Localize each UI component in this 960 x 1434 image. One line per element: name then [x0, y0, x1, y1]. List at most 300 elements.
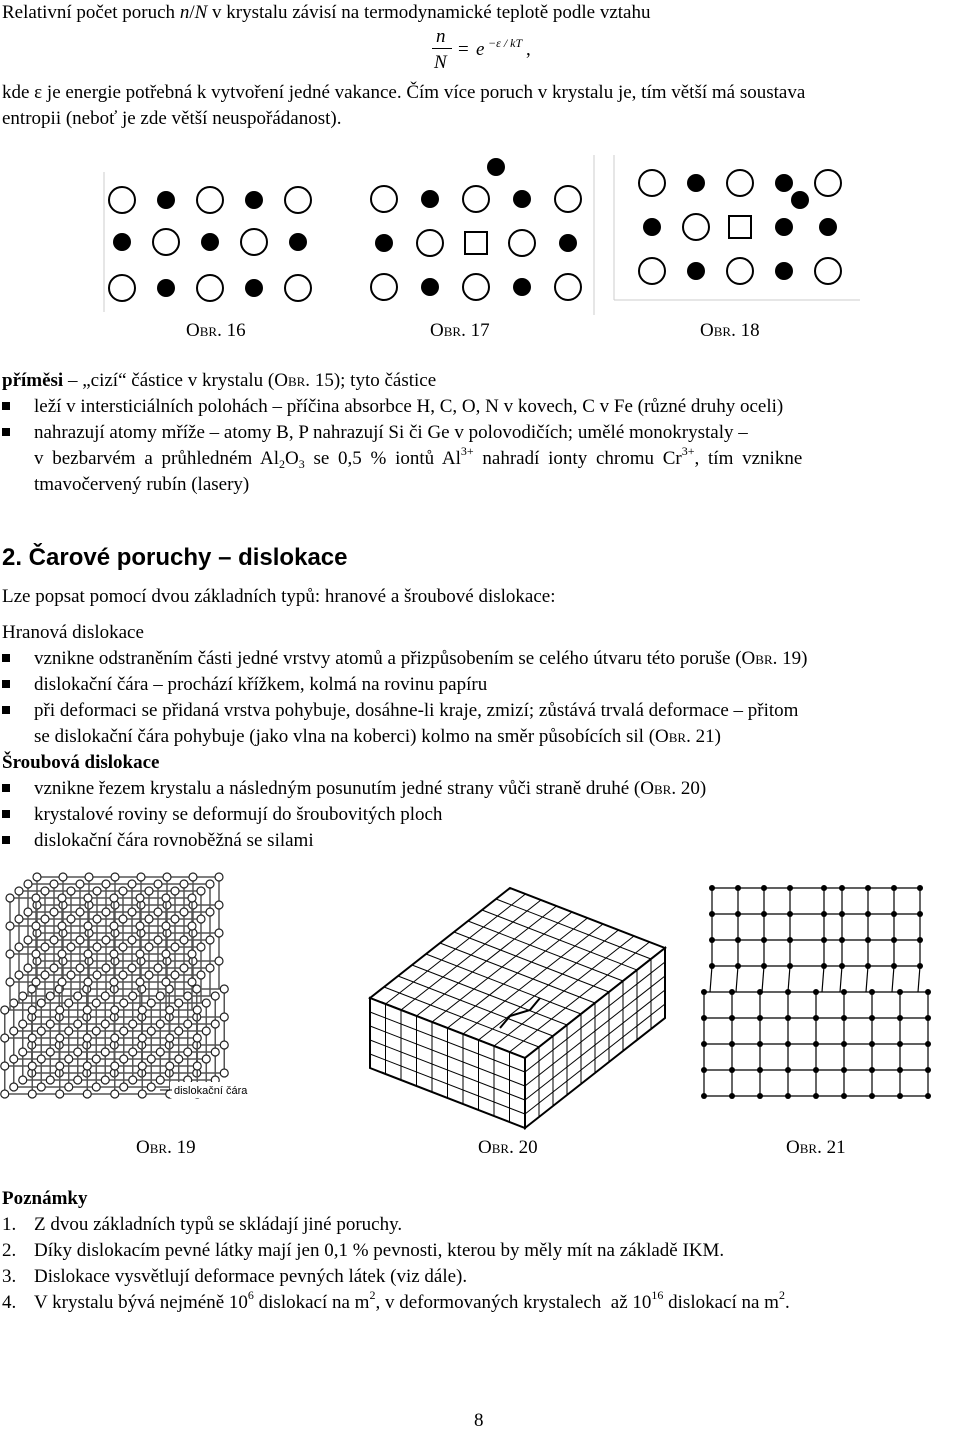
lattice-atom [50, 964, 58, 972]
lattice-atom [897, 1067, 903, 1073]
lattice-atom [220, 1013, 228, 1021]
lattice-atom [92, 1027, 100, 1035]
lattice-atom [19, 992, 27, 1000]
solid-atom [687, 262, 705, 280]
lattice-atom [76, 936, 84, 944]
solid-atom [245, 279, 263, 297]
lattice-atom [46, 1020, 54, 1028]
lattice-atom [188, 922, 196, 930]
lattice-atom [211, 992, 219, 1000]
lattice-atom [28, 1062, 36, 1070]
lattice-atom [37, 1055, 45, 1063]
lattice-atom [897, 1041, 903, 1047]
lattice-atom [1, 1006, 9, 1014]
lattice-atom [76, 880, 84, 888]
lattice-atom [206, 936, 214, 944]
bullet-icon [2, 810, 10, 818]
lattice-atom [67, 971, 75, 979]
lattice-atom [701, 1041, 707, 1047]
lattice-atom [50, 908, 58, 916]
lattice-atom [839, 911, 845, 917]
solid-atom [157, 279, 175, 297]
lattice-atom [891, 885, 897, 891]
section-2-heading: 2. Čarové poruchy – dislokace [2, 544, 348, 571]
lattice-atom [84, 950, 92, 958]
lattice-atom [102, 964, 110, 972]
lattice-atom [757, 989, 763, 995]
lattice-atom [839, 963, 845, 969]
figure-17-caption: Obr. 17 [430, 320, 490, 341]
lattice-atom [175, 1027, 183, 1035]
solid-atom [687, 174, 705, 192]
lattice-atom [56, 1090, 64, 1098]
lattice-atom [757, 1093, 763, 1099]
lattice-atom [188, 950, 196, 958]
hollow-atom [197, 187, 223, 213]
solid-atom [421, 278, 439, 296]
lattice-atom [120, 1055, 128, 1063]
lattice-atom [58, 950, 66, 958]
lattice-atom [891, 911, 897, 917]
lattice-atom [154, 880, 162, 888]
lattice-atom [869, 1041, 875, 1047]
lattice-atom [215, 957, 223, 965]
lattice-atom [166, 1006, 174, 1014]
lattice-atom [41, 943, 49, 951]
vacancy-square [729, 216, 751, 238]
lattice-bond [788, 966, 790, 992]
lattice-atom [67, 887, 75, 895]
lattice-atom [28, 1006, 36, 1014]
lattice-atom [162, 922, 170, 930]
lattice-atom [171, 915, 179, 923]
bullet-icon [2, 428, 10, 436]
lattice-atom [110, 922, 118, 930]
lattice-atom [1, 1034, 9, 1042]
lattice-atom [156, 1020, 164, 1028]
lattice-atom [865, 937, 871, 943]
lattice-atom [24, 908, 32, 916]
lattice-atom [171, 887, 179, 895]
lattice-bond [736, 966, 738, 992]
solid-atom [513, 278, 531, 296]
lattice-atom [761, 885, 767, 891]
note-3-number: 3. [2, 1266, 17, 1287]
lattice-atom [180, 964, 188, 972]
lattice-atom [785, 1041, 791, 1047]
note-4-text: V krystalu bývá nejméně $10^6$ dislokací na $m^2$, v deformovaných krystalech až $10^{16}$ dislokací na $m^2$. [34, 1288, 790, 1313]
lattice-atom [136, 894, 144, 902]
lattice-atom [74, 1048, 82, 1056]
hollow-atom [727, 258, 753, 284]
lattice-atom [50, 936, 58, 944]
bullet-icon [2, 836, 10, 844]
lattice-atom [813, 989, 819, 995]
lattice-atom [128, 936, 136, 944]
impurity-bullet-3: v bezbarvém a průhledném $Al_2O_3$ se 0,5 % iontů $Al^{3+}$ nahradí ionty chromu $Cr^{3+}$, tím vznikne [34, 444, 803, 471]
lattice-atom [821, 963, 827, 969]
screw-bullet-3: dislokační čára rovnoběžná se silami [34, 830, 314, 851]
lattice-atom [111, 873, 119, 881]
solid-atom [513, 190, 531, 208]
figure-20-caption: Obr. 20 [478, 1137, 538, 1158]
bullet-icon [2, 654, 10, 662]
lattice-atom [6, 978, 14, 986]
lattice-atom [211, 1048, 219, 1056]
lattice-atom [138, 1006, 146, 1014]
solid-atom [289, 233, 307, 251]
figure-19-caption: Obr. 19 [136, 1137, 196, 1158]
lattice-atom [821, 885, 827, 891]
lattice-atom [92, 1083, 100, 1091]
notes-title: Poznámky [2, 1188, 88, 1209]
lattice-atom [41, 915, 49, 923]
lattice-atom [120, 1083, 128, 1091]
lattice-atom [184, 992, 192, 1000]
hollow-atom [109, 187, 135, 213]
lattice-atom [917, 937, 923, 943]
lattice-atom [92, 999, 100, 1007]
lattice-atom [757, 1067, 763, 1073]
lattice-atom [171, 943, 179, 951]
screw-bullet-1: vznikne řezem krystalu a následným posunutím jedné strany vůči straně druhé (Obr. 20) [34, 778, 707, 799]
edge-bullet-3-cont: se dislokační čára pohybuje (jako vlna na koberci) kolmo na směr působících sil (Obr. 21) [34, 726, 721, 747]
lattice-atom [206, 880, 214, 888]
lattice-atom [163, 873, 171, 881]
lattice-atom [865, 911, 871, 917]
figure-21-caption: Obr. 21 [786, 1137, 846, 1158]
lattice-atom [813, 1041, 819, 1047]
lattice-atom [184, 1048, 192, 1056]
lattice-atom [925, 989, 931, 995]
lattice-atom [193, 1006, 201, 1014]
lattice-atom [10, 1083, 18, 1091]
lattice-atom [841, 1015, 847, 1021]
lattice-atom [156, 1048, 164, 1056]
solid-atom [775, 262, 793, 280]
lattice-atom [15, 943, 23, 951]
lattice-atom [74, 992, 82, 1000]
lattice-atom [757, 1041, 763, 1047]
hollow-atom [555, 186, 581, 212]
solid-atom [375, 234, 393, 252]
lattice-atom [839, 937, 845, 943]
lattice-atom [93, 943, 101, 951]
lattice-atom [729, 1015, 735, 1021]
lattice-atom [729, 989, 735, 995]
intro-line-3: entropii (neboť je zde větší neuspořádanost). [2, 108, 342, 129]
lattice-atom [37, 1083, 45, 1091]
hollow-atom [109, 275, 135, 301]
lattice-atom [735, 911, 741, 917]
bullet-icon [2, 402, 10, 410]
lattice-atom [787, 963, 793, 969]
lattice-atom [128, 964, 136, 972]
lattice-atom [129, 992, 137, 1000]
lattice-atom [101, 1048, 109, 1056]
edge-bullet-2: dislokační čára – prochází křížkem, kolmá na rovinu papíru [34, 674, 488, 695]
lattice-atom [701, 1015, 707, 1021]
lattice-atom [24, 964, 32, 972]
screw-bullet-2: krystalové roviny se deformují do šroubovitých ploch [34, 804, 443, 825]
lattice-bond [822, 966, 824, 992]
lattice-atom [839, 885, 845, 891]
figure-21-dislocation-motion [704, 878, 960, 1120]
impurity-bullet-3-cont: tmavočervený rubín (lasery) [34, 474, 250, 495]
lattice-atom [193, 1034, 201, 1042]
lattice-atom [1, 1062, 9, 1070]
lattice-atom [6, 950, 14, 958]
lattice-atom [197, 943, 205, 951]
lattice-atom [175, 1055, 183, 1063]
hollow-atom [285, 187, 311, 213]
lattice-atom [110, 978, 118, 986]
lattice-atom [102, 908, 110, 916]
lattice-bond [892, 966, 894, 992]
lattice-bond [762, 966, 764, 992]
lattice-atom [206, 964, 214, 972]
formula: n N = e −ε / kT , [434, 26, 531, 73]
figure-18-lattice [614, 155, 860, 303]
solid-atom [487, 158, 505, 176]
lattice-atom [925, 1041, 931, 1047]
lattice-atom [76, 964, 84, 972]
lattice-atom [166, 1062, 174, 1070]
lattice-atom [65, 1055, 73, 1063]
lattice-atom [119, 887, 127, 895]
lattice-atom [138, 1034, 146, 1042]
lattice-atom [24, 880, 32, 888]
lattice-atom [215, 929, 223, 937]
lattice-atom [220, 1069, 228, 1077]
lattice-atom [735, 963, 741, 969]
lattice-atom [119, 971, 127, 979]
note-1-number: 1. [2, 1214, 17, 1235]
lattice-bond [710, 966, 712, 992]
hollow-atom [639, 258, 665, 284]
lattice-atom [202, 1027, 210, 1035]
lattice-atom [93, 915, 101, 923]
lattice-atom [925, 1093, 931, 1099]
lattice-atom [128, 880, 136, 888]
lattice-atom [147, 1027, 155, 1035]
lattice-atom [145, 887, 153, 895]
lattice-atom [65, 1027, 73, 1035]
lattice-atom [211, 1020, 219, 1028]
lattice-atom [10, 999, 18, 1007]
hollow-atom [555, 274, 581, 300]
lattice-atom [111, 1006, 119, 1014]
lattice-atom [120, 999, 128, 1007]
vacancy-square [465, 232, 487, 254]
lattice-atom [58, 978, 66, 986]
lattice-atom [111, 1034, 119, 1042]
lattice-atom [147, 1055, 155, 1063]
lattice-atom [74, 1076, 82, 1084]
note-4-number: 4. [2, 1292, 17, 1313]
hollow-atom [815, 258, 841, 284]
lattice-atom [110, 950, 118, 958]
lattice-atom [813, 1015, 819, 1021]
lattice-atom [83, 1062, 91, 1070]
lattice-atom [180, 908, 188, 916]
lattice-atom [145, 915, 153, 923]
note-3-text: Dislokace vysvětlují deformace pevných látek (viz dále). [34, 1266, 468, 1287]
hollow-atom [285, 275, 311, 301]
lattice-atom [735, 937, 741, 943]
lattice-atom [787, 937, 793, 943]
lattice-atom [111, 1062, 119, 1070]
lattice-atom [156, 1076, 164, 1084]
lattice-atom [821, 911, 827, 917]
lattice-atom [180, 936, 188, 944]
lattice-atom [785, 1093, 791, 1099]
lattice-atom [189, 873, 197, 881]
lattice-atom [193, 1062, 201, 1070]
lattice-atom [897, 1015, 903, 1021]
lattice-atom [19, 1020, 27, 1028]
lattice-atom [136, 922, 144, 930]
intro-line-2: kde ε je energie potřebná k vytvoření jedné vakance. Čím více poruch v krystalu je, tím větší má soustava [2, 82, 806, 103]
figure-16-caption: Obr. 16 [186, 320, 246, 341]
lattice-atom [757, 1015, 763, 1021]
lattice-atom [56, 1006, 64, 1014]
figure-16-lattice [104, 172, 344, 312]
lattice-atom [184, 1020, 192, 1028]
lattice-atom [701, 989, 707, 995]
lattice-atom [6, 922, 14, 930]
lattice-atom [761, 937, 767, 943]
lattice-atom [206, 908, 214, 916]
lattice-atom [129, 1020, 137, 1028]
lattice-atom [102, 880, 110, 888]
lattice-atom [709, 963, 715, 969]
lattice-atom [15, 971, 23, 979]
lattice-atom [129, 1076, 137, 1084]
lattice-atom [32, 894, 40, 902]
lattice-atom [32, 950, 40, 958]
lattice-atom [188, 978, 196, 986]
solid-atom [643, 218, 661, 236]
lattice-atom [865, 963, 871, 969]
lattice-atom [84, 978, 92, 986]
lattice-atom [119, 943, 127, 951]
lattice-atom [147, 999, 155, 1007]
lattice-atom [166, 1034, 174, 1042]
lattice-atom [120, 1027, 128, 1035]
lattice-atom [785, 989, 791, 995]
solid-atom [791, 191, 809, 209]
lattice-atom [193, 985, 201, 993]
lattice-atom [92, 1055, 100, 1063]
lattice-atom [65, 999, 73, 1007]
lattice-atom [869, 1093, 875, 1099]
lattice-atom [865, 885, 871, 891]
lattice-atom [162, 950, 170, 958]
lattice-atom [729, 1041, 735, 1047]
lattice-atom [154, 908, 162, 916]
lattice-atom [709, 937, 715, 943]
lattice-atom [101, 1076, 109, 1084]
lattice-atom [58, 894, 66, 902]
lattice-atom [841, 1041, 847, 1047]
lattice-atom [59, 873, 67, 881]
lattice-atom [197, 971, 205, 979]
lattice-atom [50, 880, 58, 888]
lattice-bond [918, 966, 920, 992]
lattice-atom [162, 894, 170, 902]
lattice-atom [46, 992, 54, 1000]
lattice-atom [76, 908, 84, 916]
solid-atom [775, 218, 793, 236]
figure-19-edge-dislocation [0, 878, 330, 1138]
lattice-atom [24, 936, 32, 944]
lattice-atom [28, 1034, 36, 1042]
lattice-atom [65, 1083, 73, 1091]
lattice-atom [147, 1083, 155, 1091]
lattice-atom [156, 992, 164, 1000]
lattice-atom [46, 1048, 54, 1056]
impurity-bullet-1: leží v intersticiálních polohách – příčina absorbce H, C, O, N v kovech, C v Fe (různé druhy oceli) [34, 396, 784, 417]
lattice-atom [202, 1055, 210, 1063]
lattice-atom [215, 901, 223, 909]
lattice-atom [917, 885, 923, 891]
hollow-atom [241, 229, 267, 255]
lattice-atom [138, 1062, 146, 1070]
hollow-atom [683, 214, 709, 240]
edge-dislocation-title: Hranová dislokace [2, 622, 144, 643]
hollow-atom [727, 170, 753, 196]
lattice-atom [220, 1041, 228, 1049]
hollow-atom [417, 230, 443, 256]
note-2-text: Díky dislokacím pevné látky mají jen 0,1 % pevnosti, kterou by měly mít na základě IKM. [34, 1240, 725, 1261]
lattice-atom [891, 963, 897, 969]
hollow-atom [463, 274, 489, 300]
hollow-atom [639, 170, 665, 196]
lattice-atom [925, 1015, 931, 1021]
lattice-atom [869, 1015, 875, 1021]
lattice-atom [10, 1055, 18, 1063]
lattice-atom [85, 873, 93, 881]
hollow-atom [371, 274, 397, 300]
hollow-atom [463, 186, 489, 212]
lattice-atom [56, 1062, 64, 1070]
solid-atom [559, 234, 577, 252]
lattice-atom [83, 1090, 91, 1098]
note-2-number: 2. [2, 1240, 17, 1261]
lattice-atom [925, 1067, 931, 1073]
lattice-atom [101, 1020, 109, 1028]
lattice-atom [110, 894, 118, 902]
lattice-atom [162, 978, 170, 986]
lattice-atom [821, 937, 827, 943]
lattice-atom [93, 971, 101, 979]
lattice-atom [74, 1020, 82, 1028]
lattice-atom [729, 1067, 735, 1073]
lattice-atom [787, 885, 793, 891]
lattice-atom [154, 964, 162, 972]
section-2-intro: Lze popsat pomocí dvou základních typů: hranové a šroubové dislokace: [2, 586, 556, 607]
lattice-atom [709, 911, 715, 917]
lattice-atom [813, 1093, 819, 1099]
lattice-atom [137, 873, 145, 881]
hollow-atom [371, 186, 397, 212]
lattice-atom [19, 1048, 27, 1056]
lattice-atom [58, 922, 66, 930]
lattice-atom [175, 999, 183, 1007]
lattice-atom [215, 873, 223, 881]
lattice-atom [145, 971, 153, 979]
